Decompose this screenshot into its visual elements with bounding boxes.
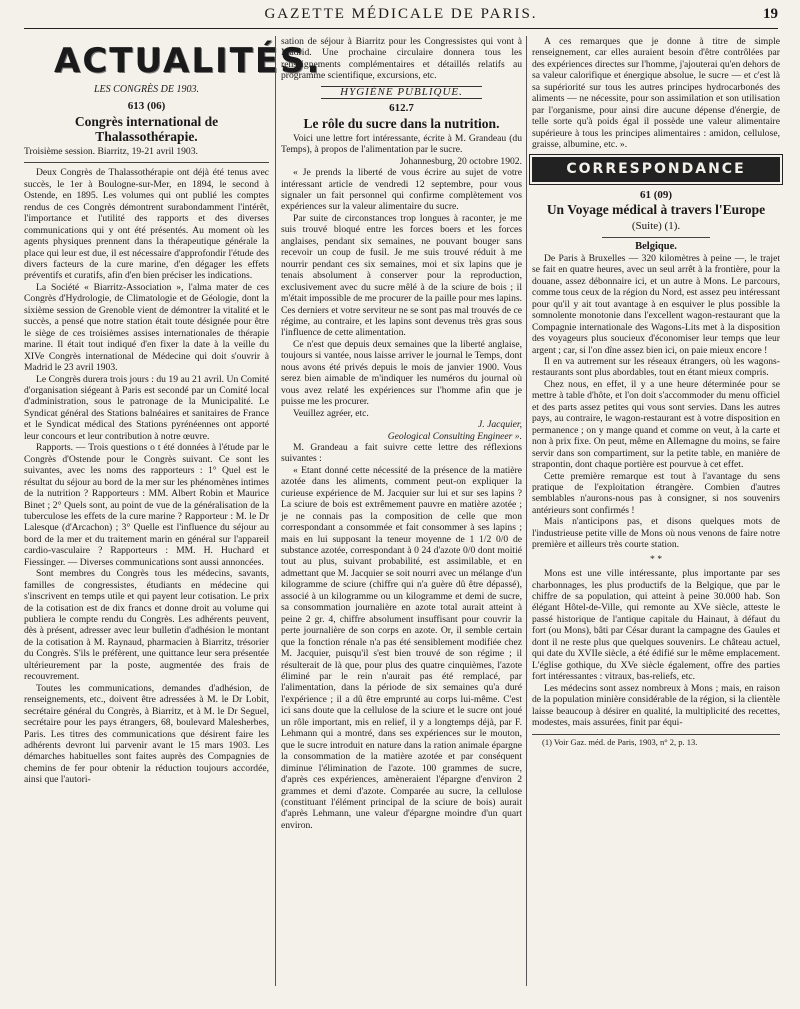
paragraph: A ces remarques que je donne à titre de simple renseignement, car elles auraient besoin d'être contrôlées par des expériences directes sur l'homme, j'ajouterai qu'en dehors de sa valeur calorifique et énergique absolue, le sucre — et c'est là sa supériorité sur tous les autres principes hydrocarbonés des aliments — ne nécessite, pour son assimilation et son utilisation par l'organisme, pour ainsi dire aucune dépense d'énergie, de telle sorte qu'à poids égal il possède une valeur alimentaire supérieure à tous les principes alimentaires : amidon, cellulose, graisse, albumine, etc. ». [532, 36, 780, 151]
letter-paragraph: Veuillez agréer, etc. [293, 407, 369, 419]
paragraph: Voici une lettre fort intéressante, écrite à M. Grandeau (du Temps), à propos de l'alimentation par le sucre. [281, 132, 522, 156]
footnote: (1) Voir Gaz. méd. de Paris, 1903, n° 2, p. 13. [532, 734, 780, 748]
article-code: 612.7 [389, 102, 414, 115]
article-title: Le rôle du sucre dans la nutrition. [303, 115, 500, 131]
paragraph: Deux Congrès de Thalassothérapie ont déjà été tenus avec succès, le 1er à Boulogne-sur-Mer, en 1894, le second à Ostende, en 1895. Les volumes qui ont publié les comptes rendus de ces Congrès démontrent surabondamment l'intérêt, l'importance et l'utilité des rapports et des diverses communications qui y ont été présentés. Au moment où les agents physiques prennent dans la thérapeutique générale la place qui leur est due, il est nécessaire d'approfondir l'étude des divers facteurs de la cure marine, d'en dégager les effets préventifs et curatifs, afin d'en bien préciser les indications. [24, 167, 269, 282]
article-code: 61 (09) [639, 188, 673, 201]
column-2 [281, 36, 522, 831]
page-header [24, 4, 778, 29]
section-banner: CORRESPONDANCE [532, 157, 780, 182]
column-1 [24, 36, 322, 786]
letter-paragraph: « Je prends la liberté de vous écrire au sujet de votre intéressant article de vendredi 12 septembre, pour vous signaler un fait personnel qui confirme complètement vos expériences sur la valeur alimentaire du sucre. [281, 167, 522, 213]
signature-title: Geological Consulting Engineer ». [387, 430, 522, 442]
subsection-title: Belgique. [635, 241, 677, 253]
article-title: Congrès international de Thalassothérapie. [74, 113, 219, 144]
paragraph: Les médecins sont assez nombreux à Mons ; mais, en raison de la population minière considérable de la région, si la clientèle laisse beaucoup à désirer en qualité, la multiplicité des recettes, modestes, mais assurées, finit par équi- [532, 682, 780, 729]
section-subheading: LES CONGRÈS DE 1903. [94, 84, 199, 95]
section-heading: ACTUALITÉS. [54, 41, 322, 81]
section-break-stars: * * [650, 553, 662, 565]
paragraph: Mais n'anticipons pas, et disons quelques mots de l'industrieuse petite ville de Mons où nous venons de faire notre première et ailleurs très courte station. [532, 516, 780, 551]
paragraph: De Paris à Bruxelles — 320 kilomètres à peine —, le trajet se fait en quatre heures, avec un seul arrêt à la frontière, pour la douane, assez débonnaire ici, et un autre à Mons. Le parcours, comme tous ceux de la région du Nord, est assez peu intéressant pour qu'il y ait tout avantage à en esquiver le plus possible la somnolente monotonie dans l'excellent wagon-restaurant que la Compagnie internationale des Wagons-Lits met à la disposition des voyageurs plus soucieux d'économiser leur temps que leur argent ; car, si l'on dîne assez bien ici, on paie mieux encore ! [532, 252, 780, 356]
article-title-text: Un Voyage médical à travers l'Europe [546, 202, 766, 218]
divider [24, 162, 269, 163]
page-number: 19 [763, 6, 778, 22]
paragraph: Chez nous, en effet, il y a une heure déterminée pour se mettre à table d'hôte, et l'on doit s'accommoder du menu officiel et des parts assez petites qui vous sont servies. Dans les autres pays, au contraire, le wagon-restaurant est à votre disposition en permanence ; on y mange quand et comme on veut, à la carte et non à prix fixe. On peut, même en Allemagne du moins, se faire servir dans son compartiment, sur la petite table, en manière de strapontin, dont chaque portière est pourvue à cet effet. [532, 378, 780, 471]
paragraph: Il en va autrement sur les réseaux étrangers, où les wagons-restaurants sont plus abordables, tout en étant mieux compris. [532, 355, 780, 379]
journal-title: GAZETTE MÉDICALE DE PARIS. [264, 6, 538, 22]
paragraph: Toutes les communications, demandes d'adhésion, de renseignements, etc., doivent être adressées à M. le Dr Lobit, secrétaire général du Congrès, à Biarritz, et à M. le Dr Seguel, secrétaire pour les pays étrangers, 68, boulevard Malesherbes, Paris. Les titres des communications que désirent faire les adhérents devront lui parvenir avant le 15 mars 1903. Les démarches habituelles sont faites auprès des Compagnies de chemins de fer pour obtenir la réduction toujours accordée, ainsi que l'autori- [24, 682, 269, 786]
article-title [532, 202, 780, 234]
paragraph: « Etant donné cette nécessité de la présence de la matière azotée dans les aliments, comment peut-on expliquer la curieuse expérience de M. Jacquier sur lui et sur ses lapins ? La sciure de bois est extrêmement pauvre en matière azotée ; je ne connais pas la composition de celle que mon correspondant a consommée et fait consommer à ses lapins ; mais en lui supposant la teneur moyenne de 1 1/2 0/0 de substance azotée, correspondant à 0 24 d'azote 0/0 dont moitié tout au plus, suivant probabilité, est assimilable, et en admettant que M. Jacquier se soit nourri avec un mélange d'un kilogramme de sciure (chiffre qui n'a guère dû être dépassé), associé à un kilogramme ou un kilogramme et demi de sucre, sa consommation journalière en azote total aurait atteint à peine 2 gr. 4, chiffre absolument insuffisant pour couvrir la perte journalière de son corps en azote. Or, il semble certain que la fonction rénale n'a pas été sensiblement modifiée chez M. Jacquier, puisqu'il s'est bien trouvé de son régime ; il résulterait de là que, pour plus des quatre cinquièmes, l'azote éliminé par le rein n'aurait pas été remplacé, par l'alimentation, dans la période de six semaines qu'a duré l'expérience ; il a dû être emprunté au corps lui-même. C'est ici sans doute que la cellulose de la sciure et le sucre ont joué un rôle important, mis en relief, il y a longtemps déjà, par F. Lehmann qui a montré, dans ses expériences sur le mouton, que le sucre introduit en nature dans la ration animale épargne la consommation de la matière azotée et par conséquent diminue l'élimination de l'azote. 100 grammes de sucre, d'après ces expériences, amèneraient l'épargne d'environ 2 grammes et demi d'azote. Comparée au sucre, la cellulose (constituant l'élément principal de la sciure de bois) aurait d'après Lehmann, une valeur d'épargne moindre d'un quart environ. [281, 464, 522, 831]
letter-paragraph: Ce n'est que depuis deux semaines que la liberté anglaise, toujours si vantée, nous laisse arriver le journal le Temps, dont nous avons été privés depuis le mois de janvier 1900. Vous serez bien aimable de m'indiquer les numéros du journal où vous avez relaté les expériences sur l'homme afin que je puisse me les procurer. [281, 338, 522, 408]
section-label: HYGIÈNE PUBLIQUE. [321, 86, 482, 99]
letter-paragraph: Par suite de circonstances trop longues à raconter, je me suis trouvé bloqué entre les forces boers et les forces anglaises, pendant six semaines, ne pouvant bouger sans recevoir un coup de fusil. Je me suis trouvé réduit à me nourrir pendant ces six semaines, moi et six lapins que je tenais absolument à conserver pour la reproduction, exclusivement avec du sucre mêlé à de la sciure de bois ; il m'était impossible de me procurer de la paille pour mes lapins. Ces derniers et votre serviteur ne se sont pas mal trouvés de ce régime, au contraire, et les lapins sont devenus très gras sous l'influence de cette alimentation. [281, 212, 522, 339]
article-code: 613 (06) [127, 100, 166, 113]
paragraph: La Société « Biarritz-Association », l'alma mater de ces Congrès d'Hydrologie, de Climatologie et de Géologie, dont la sixième session de Grenoble vient de démontrer la vitalité et le succès, a pensé que notre station était toute désignée pour être le siège de ces troisièmes assises internationales de thérapie marine. Il était tout indiqué d'en fixer la date à la veille du XIVe Congrès international de Médecine qui doit s'ouvrir à Madrid le 23 avril 1903. [24, 281, 269, 374]
article-title-suffix: (Suite) (1). [631, 220, 681, 233]
signature: J. Jacquier, [478, 419, 522, 431]
paragraph: sation de séjour à Biarritz pour les Congressistes qui vont à Madrid. Une prochaine circulaire donnera tous les renseignements complémentaires et détaillés relatifs au programme scientifique, excursions, etc. [281, 36, 522, 82]
paragraph: Sont membres du Congrès tous les médecins, savants, familles de congressistes, étudiants en médecine qui s'inscrivent en temps utile et qui payent leur cotisation. Le prix de la cotisation est de dix francs et donne droit au volume qui publiera le compte rendu du Congrès. Les adhérents peuvent, dès à présent, adresser avec leur bulletin d'adhésion le montant de la cotisation à M. Raynaud, pharmacien à Biarritz, trésorier du Congrès. S'ils le préfèrent, une quittance leur sera présentée ultérieurement par la poste, augmentée des frais de recouvrement. [24, 568, 269, 683]
paragraph: Cette première remarque est tout à l'avantage du sens pratique de l'exploitation étrangère. Combien d'autres semblables n'aurons-nous pas à consigner, si nos souvenirs antérieurs sont confirmés ! [532, 470, 780, 516]
paragraph: Rapports. — Trois questions o t été données à l'étude par le Congrès d'Ostende pour le Congrès suivant. Ce sont les suivantes, avec les noms des rapporteurs : 1° Quel est le résultat du séjour au bord de la mer sur les phénomènes intimes de la nutrition ? Rapporteurs : MM. Albert Robin et Maurice Binet ; 2° Quels sont, au point de vue de la généralisation de la tuberculose les effets de la cure marine ? Rapporteur : M. le Dr Lalesque (d'Arcachon) ; 3° Quelle est l'influence du séjour au bord de la mer et du traitement marin en général sur l'appareil cardio-vasculaire ? Rapporteurs : MM. H. Huchard et Fiessinger. — Diverses communications sont aussi annoncées. [24, 442, 269, 568]
paragraph: Le Congrès durera trois jours : du 19 au 21 avril. Un Comité d'organisation siégeant à Paris est secondé par un Comité local d'administration, sous le patronage de la Municipalité. Le Syndicat général des Stations balnéaires et sanitaires de France et le Syndicat médical des Stations pyrénéennes ont apporté leur concours et leur contribution à notre œuvre. [24, 373, 269, 442]
paragraph: Mons est une ville intéressante, plus importante par ses charbonnages, les plus productifs de la Belgique, que par le chiffre de sa population, qui atteint à peine 30.000 hab. Son élégant Hôtel-de-Ville, qui remonte au XVe siècle, atteste le passé historique de l'antique capitale du Hainaut, à défaut du fort (ou Mons), bâti par César durant la campagne des Gaules et dont il ne reste plus que quelques souvenirs. Le château actuel, qui date du XVIIe siècle, a été édifié sur le même emplacement. L'église gothique, du XVe siècle également, offre des parties fort intéressantes : vitraux, bas-reliefs, etc. [532, 568, 780, 683]
dateline: Johannesburg, 20 octobre 1902. [399, 155, 522, 167]
column-3 [532, 36, 780, 749]
paragraph: M. Grandeau a fait suivre cette lettre des réflexions suivantes : [281, 441, 522, 465]
article-session: Troisième session. Biarritz, 19-21 avril 1903. [24, 145, 198, 157]
divider [602, 237, 710, 238]
